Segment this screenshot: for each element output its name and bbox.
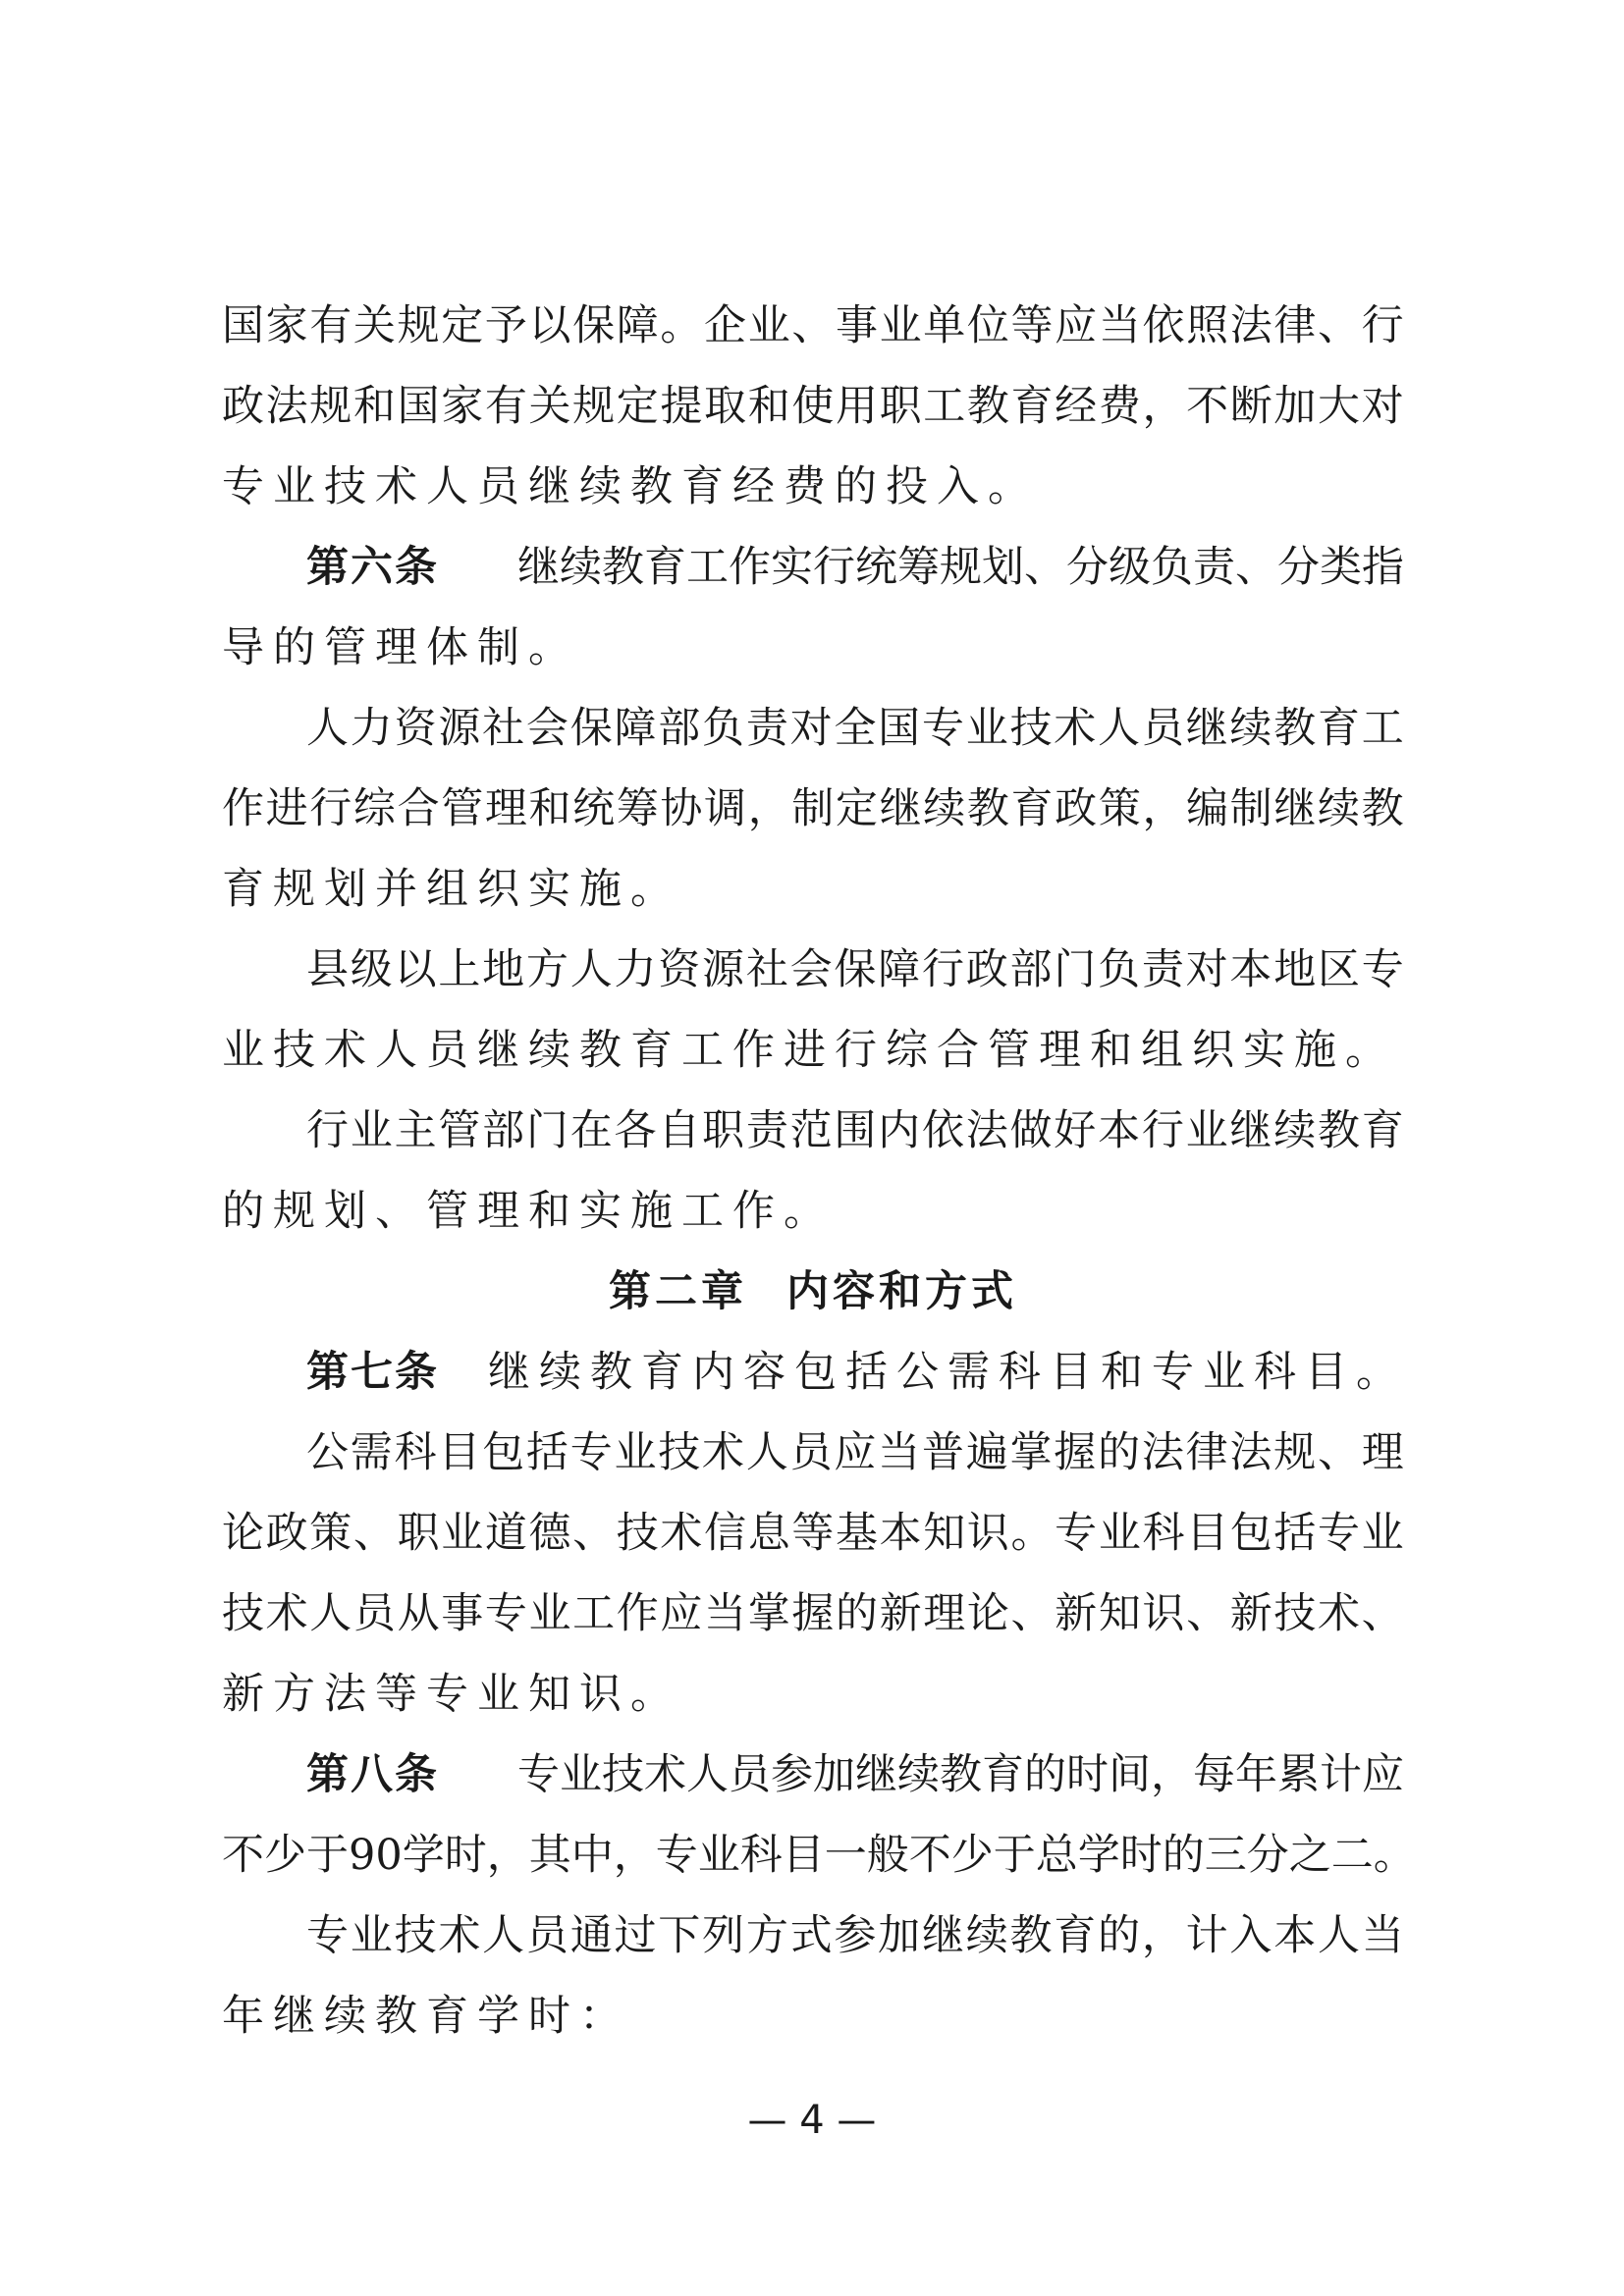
text-line: 不 少 于 9 0 学 时 ， 其 中 ， 专 业 科 目 一 般 不 少 于 总 学 时 的 三 分 之 二 。 (222, 1831, 1416, 1880)
article-text: 继续教育内容包括公需科目和专业科目。 (488, 1348, 1407, 1397)
text-line: 专业技术人员继续教育经费的投入。 (222, 462, 1039, 511)
paragraph-first-line: 人 力 资 源 社 会 保 障 部 负 责 对 全 国 专 业 技 术 人 员 继 续 教 育 工 (306, 704, 1404, 753)
text-line: 政 法 规 和 国 家 有 关 规 定 提 取 和 使 用 职 工 教 育 经 费 ， 不 断 加 大 对 (222, 382, 1404, 431)
article-label: 第六条 (306, 543, 439, 592)
article-7-heading-line (222, 1347, 1407, 1398)
document-body (222, 300, 1416, 2071)
text-line: 的规划、管理和实施工作。 (222, 1187, 835, 1236)
text-line: 导的管理体制。 (222, 623, 579, 672)
article-label: 第八条 (306, 1750, 439, 1799)
article-8-heading-line (222, 1749, 1404, 1800)
article-text: 专业技术人员参加继续教育的时间，每年累计应 (517, 1750, 1404, 1799)
text-line: 业技术人员继续教育工作进行综合管理和组织实施。 (222, 1026, 1396, 1075)
text-line: 年继续教育学时： (222, 1992, 630, 2041)
page-number: — 4 — (747, 2098, 877, 2143)
text-line: 育规划并组织实施。 (222, 865, 681, 914)
text-line: 国 家 有 关 规 定 予 以 保 障 。 企 业 、 事 业 单 位 等 应 当 依 照 法 律 、 行 (222, 301, 1404, 350)
paragraph-first-line: 县 级 以 上 地 方 人 力 资 源 社 会 保 障 行 政 部 门 负 责 对 本 地 区 专 (306, 945, 1404, 994)
article-6-heading-line (222, 542, 1404, 593)
text-line: 作 进 行 综 合 管 理 和 统 筹 协 调 ， 制 定 继 续 教 育 政 策 ， 编 制 继 续 教 (222, 784, 1404, 833)
chapter-heading (222, 1266, 1404, 1317)
chapter-title: 内容和方式 (786, 1267, 1017, 1316)
paragraph-first-line: 行 业 主 管 部 门 在 各 自 职 责 范 围 内 依 法 做 好 本 行 业 继 续 教 育 (306, 1106, 1404, 1155)
article-text: 继续教育工作实行统筹规划、分级负责、分类指 (517, 543, 1404, 592)
paragraph-first-line: 专 业 技 术 人 员 通 过 下 列 方 式 参 加 继 续 教 育 的 ， 计 入 本 人 当 (306, 1911, 1404, 1960)
paragraph-first-line: 公 需 科 目 包 括 专 业 技 术 人 员 应 当 普 遍 掌 握 的 法 律 法 规 、 理 (306, 1428, 1404, 1477)
text-line: 技 术 人 员 从 事 专 业 工 作 应 当 掌 握 的 新 理 论 、 新 知 识 、 新 技 术 、 (222, 1589, 1404, 1638)
text-line: 新方法等专业知识。 (222, 1670, 681, 1719)
article-label: 第七条 (306, 1348, 439, 1397)
text-line: 论 政 策 、 职 业 道 德 、 技 术 信 息 等 基 本 知 识 。 专 业 科 目 包 括 专 业 (222, 1509, 1404, 1558)
chapter-number: 第二章 (609, 1267, 747, 1316)
